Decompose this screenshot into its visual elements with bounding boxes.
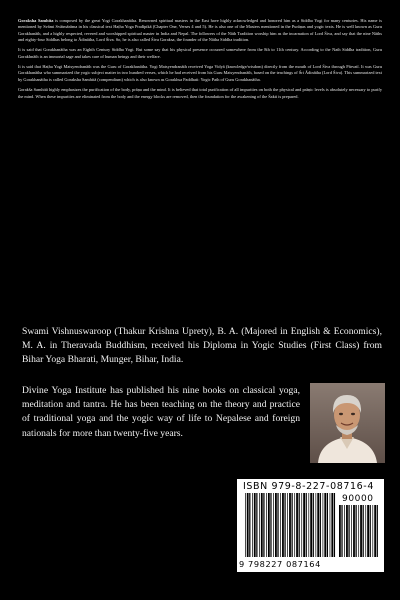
description-paragraph-2: It is said that Gorakhanātha was an Eighth Century Siddha Yogi. But some say that his physical presence occurred somewhere from the 8th to 11th century. According to the Nath Siddha tradition, Guru Gorakhnāth is an immortal sage and takes care of human beings and their welfare.: [18, 47, 382, 59]
author-bio: [22, 325, 382, 368]
ean-barcode-bars: [245, 493, 337, 559]
back-cover-description: [18, 18, 382, 104]
description-paragraph-4: Gorakša Samhitā highly emphasizes the purification of the body, prāṇa and the mind. It is believed that total purification of all impurities on both the physical and prāṇic levels is absolutely necessary to purify the mind. When these impurities are eliminated from the body and the energy blocks are removed, then the foundation for the awakening of the Śakti is prepared.: [18, 87, 382, 99]
ean-digits: 9 798227 087164: [239, 559, 321, 569]
institute-text: Divine Yoga Institute has published his nine books on classical yoga, meditation and tantra. He has been teaching on the theory and practice of traditional yoga and the yogic way of life to Nepalese and foreign nationals for more than twenty-five years.: [22, 385, 300, 439]
addon-barcode-bars: [339, 505, 379, 559]
isbn-barcode: [237, 479, 384, 572]
description-paragraph-1: Goraksha Samhita is composed by the great Yogi Gorakhanātha. Renowned spiritual masters in the East have highly acknowledged and honored him as a Siddha Yogi for many centuries. His name is mentioned by Svāmi Svātmārāma in his classical text Haṭha Yoga Pradīpikā (Chapter One, Verses 4 and 5). He is also one of the Masters mentioned in the Purāṇas and yogic texts. He is well known as Guru Gorakhanāth, and a highly respected, revered and worshipped spiritual master in India and Nepal. The followers of the Nāth Tradition worship him as the incarnation of Lord Śiva, and say that the nine Nāths and eighty-four Siddhas belong to Ādinātha, Lord Śiva. So, he is also called Śiva Goraksa, the founder of the Nātha Siddha tradition.: [18, 18, 382, 42]
isbn-number: ISBN 979-8-227-08716-4: [243, 481, 374, 492]
book-title-lead: Goraksha Samhita: [18, 18, 54, 23]
description-paragraph-3: It is said that Haṭha Yogi Matsyendranāth was the Guru of Gorakhanātha. Yogi Matsyendranāth received Yoga Vidyā (knowledge/wisdom) directly from the mouth of Lord Śiva through Pārvatī. It was Guru Gorakhanātha who summarized the yogic subject matter in two hundred verses, which he had received from his Guru Matsyendranāth, based on the teachings of Śri Ādinātha (Lord Śiva). This summarized text by Gorakhanātha is called Goraksha Samhitā (compendium) which is also known as Gorakhsa Paddhati: Yogic Path of Guru Gorakhanātha.: [18, 64, 382, 82]
author-photo: [310, 383, 385, 463]
price-code: 90000: [342, 494, 374, 504]
author-bio-text: Swami Vishnuswaroop (Thakur Krishna Uprety), B. A. (Majored in English & Economics), M. A. in Theravada Buddhism, received his Diploma in Yogic Studies (First Class) from Bihar Yoga Bharati, Munger, Bihar, India.: [22, 326, 382, 366]
